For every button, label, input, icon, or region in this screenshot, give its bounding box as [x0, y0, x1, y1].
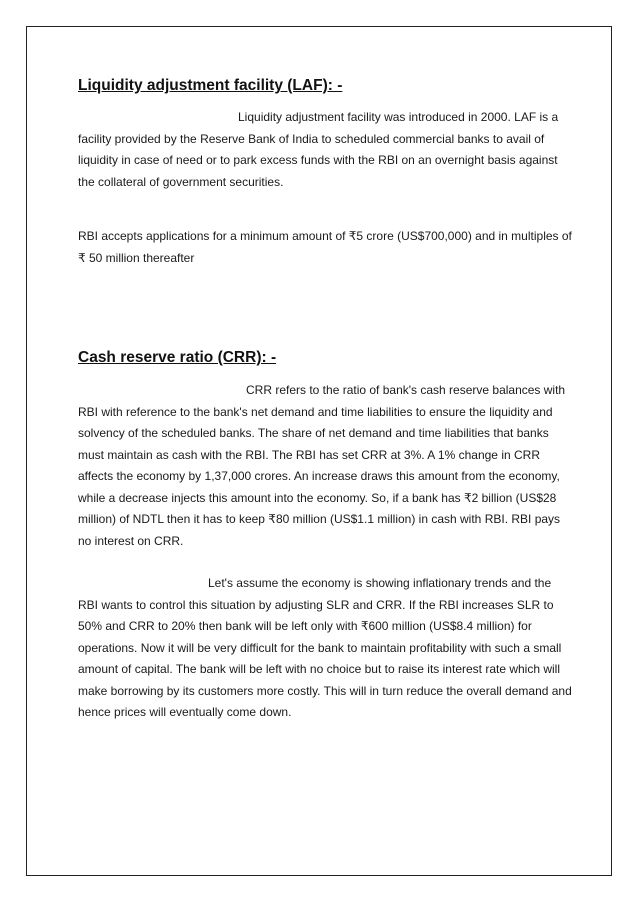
laf-paragraph-2: RBI accepts applications for a minimum amount of ₹5 crore (US$700,000) and in multiples of ₹ 50 million thereafter [78, 229, 572, 265]
crr-paragraph-2: Let's assume the economy is showing inflationary trends and the RBI wants to control this situation by adjusting SLR and CRR. If the RBI increases SLR to 50% and CRR to 20% then bank will be left only with ₹600 million (US$8.4 million) for operations. Now it will be very difficult for the bank to maintain profitability with such a small amount of capital. The bank will be left with no choice but to raise its interest rate which will make borrowing by its customers more costly. This will in turn reduce the overall demand and hence prices will eventually come down. [78, 576, 572, 719]
laf-paragraph-1: Liquidity adjustment facility was introduced in 2000. LAF is a facility provided by the Reserve Bank of India to scheduled commercial banks to avail of liquidity in case of need or to park excess funds with the RBI on an overnight basis against the collateral of government securities. [78, 110, 559, 189]
laf-heading: Liquidity adjustment facility (LAF): - [78, 77, 343, 94]
crr-heading: Cash reserve ratio (CRR): - [78, 349, 277, 366]
crr-paragraph-1: CRR refers to the ratio of bank's cash reserve balances with RBI with reference to the bank's net demand and time liabilities to ensure the liquidity and solvency of the scheduled banks. The share of net demand and time liabilities that banks must maintain as cash with the RBI. The RBI has set CRR at 3%. A 1% change in CRR affects the economy by 1,37,000 crores. An increase draws this amount from the economy, while a decrease injects this amount into the economy. So, if a bank has ₹2 billion (US$28 million) of NDTL then it has to keep ₹80 million (US$1.1 million) in cash with RBI. RBI pays no interest on CRR. [78, 383, 566, 548]
